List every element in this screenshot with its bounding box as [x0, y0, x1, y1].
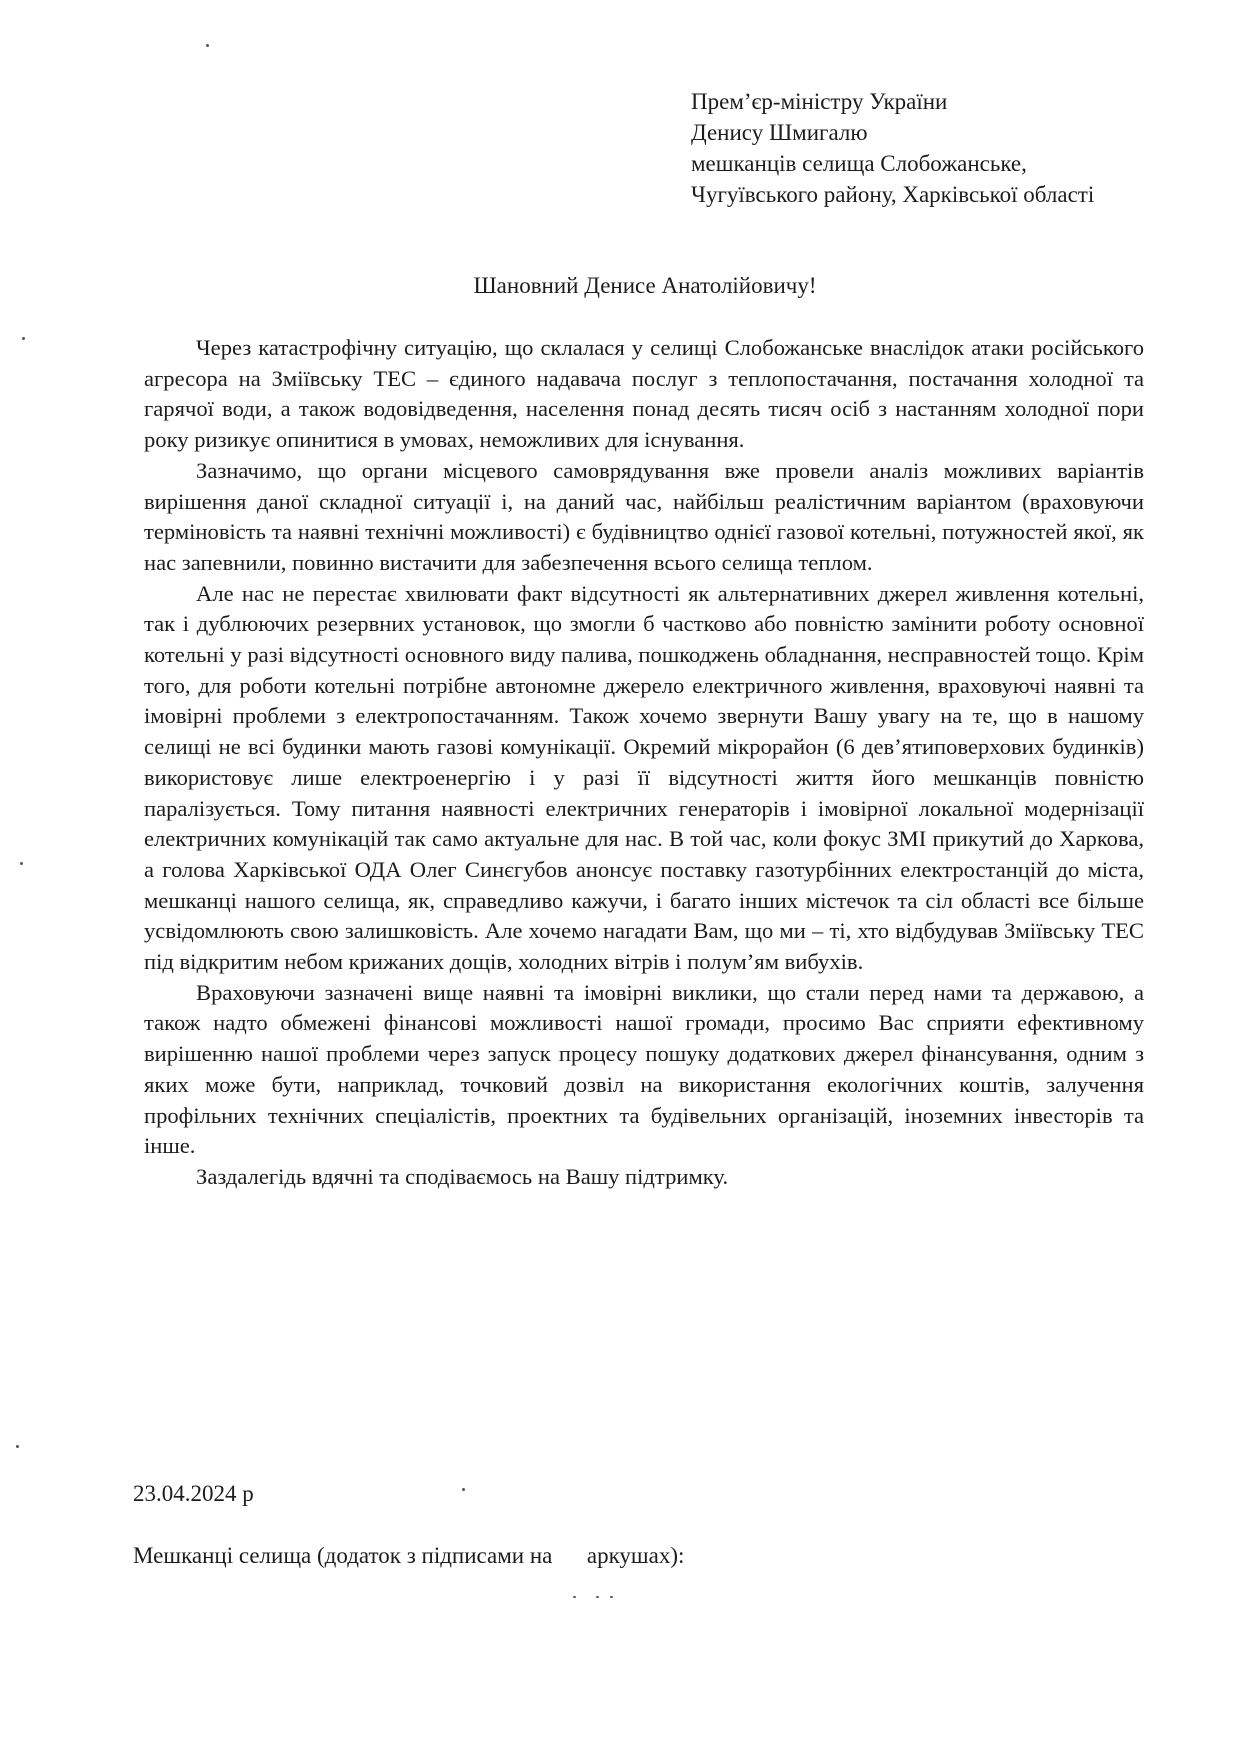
scan-speck	[610, 1596, 613, 1598]
addressee-line-sender: мешканців селища Слобожанське,	[691, 151, 1027, 176]
addressee-line-sender-region: Чугуївського району, Харківської області	[691, 182, 1095, 207]
paragraph-situation: Через катастрофічну ситуацію, що склалася у селищі Слобожанське внаслідок атаки російського агресора на Зміївську ТЕС – єдиного надавача послуг з теплопостачання, постачання холодної та гарячої води, а також водовідведення, населення понад десять тисяч осіб з настанням холодної пори року ризикує опинитися в умовах, неможливих для існування.	[144, 335, 1144, 453]
scan-speck	[16, 1445, 19, 1448]
scan-speck	[596, 1596, 599, 1598]
addressee-block	[691, 86, 1094, 210]
addressee-line-recipient-name: Денису Шмигалю	[691, 120, 868, 145]
scan-speck	[206, 44, 209, 47]
paragraph-analysis: Зазначимо, що органи місцевого самоврядування вже провели аналіз можливих варіантів вирішення даної складної ситуації і, на даний час, найбільш реалістичним варіантом (враховуючи терміновість та наявні технічні можливості) є будівництво однієї газової котельні, потужностей якої, як нас запевнили, повинно вистачити для забезпечення всього селища теплом.	[144, 457, 1144, 575]
scan-speck	[22, 337, 25, 340]
scan-speck	[20, 862, 23, 865]
addressee-line-recipient-title: Прем’єр-міністру України	[691, 89, 948, 114]
residents-signature-note: Мешканці селища (додаток з підписами на аркушах):	[133, 1543, 685, 1568]
scan-speck	[462, 1488, 465, 1491]
paragraph-thanks: Заздалегідь вдячні та сподіваємось на Вашу підтримку.	[196, 1163, 729, 1189]
salutation: Шановний Денисе Анатолійовичу!	[473, 273, 817, 298]
scan-speck	[573, 1596, 576, 1598]
letter-body	[144, 333, 1144, 1193]
paragraph-request: Враховуючи зазначені вище наявні та імовірні виклики, що стали перед нами та державою, а також надто обмежені фінансові можливості нашої громади, просимо Вас сприяти ефективному вирішенню нашої проблеми через запуск процесу пошуку додаткових джерел фінансування, одним з яких може бути, наприклад, точковий дозвіл на використання екологічних коштів, залучення профільних технічних спеціалістів, проектних та будівельних організацій, іноземних інвесторів та інше.	[144, 979, 1144, 1159]
paragraph-concerns: Але нас не перестає хвилювати факт відсутності як альтернативних джерел живлення котельні, так і дублюючих резервних установок, що змогли б частково або повністю замінити роботу основної котельні у разі відсутності основного виду палива, пошкоджень обладнання, несправностей тощо. Крім того, для роботи котельні потрібне автономне джерело електричного живлення, враховуючі наявні та імовірні проблеми з електропостачанням. Також хочемо звернути Вашу увагу на те, що в нашому селищі не всі будинки мають газові комунікації. Окремий мікрорайон (6 дев’ятиповерхових будинків) використовує лише електроенергію і у разі її відсутності життя його мешканців повністю паралізується. Тому питання наявності електричних генераторів і імовірної локальної модернізації електричних комунікацій так само актуальне для нас. В той час, коли фокус ЗМІ прикутий до Харкова, а голова Харківської ОДА Олег Синєгубов анонсує поставку газотурбінних електростанцій до міста, мешканці нашого селища, як, справедливо кажучи, і багато інших містечок та сіл області все більше усвідомлюють свою залишковість. Але хочемо нагадати Вам, що ми – ті, хто відбудував Зміївську ТЕС під відкритим небом крижаних дощів, холодних вітрів і полум’ям вибухів.	[144, 580, 1144, 975]
letter-date: 23.04.2024 р	[133, 1481, 254, 1506]
